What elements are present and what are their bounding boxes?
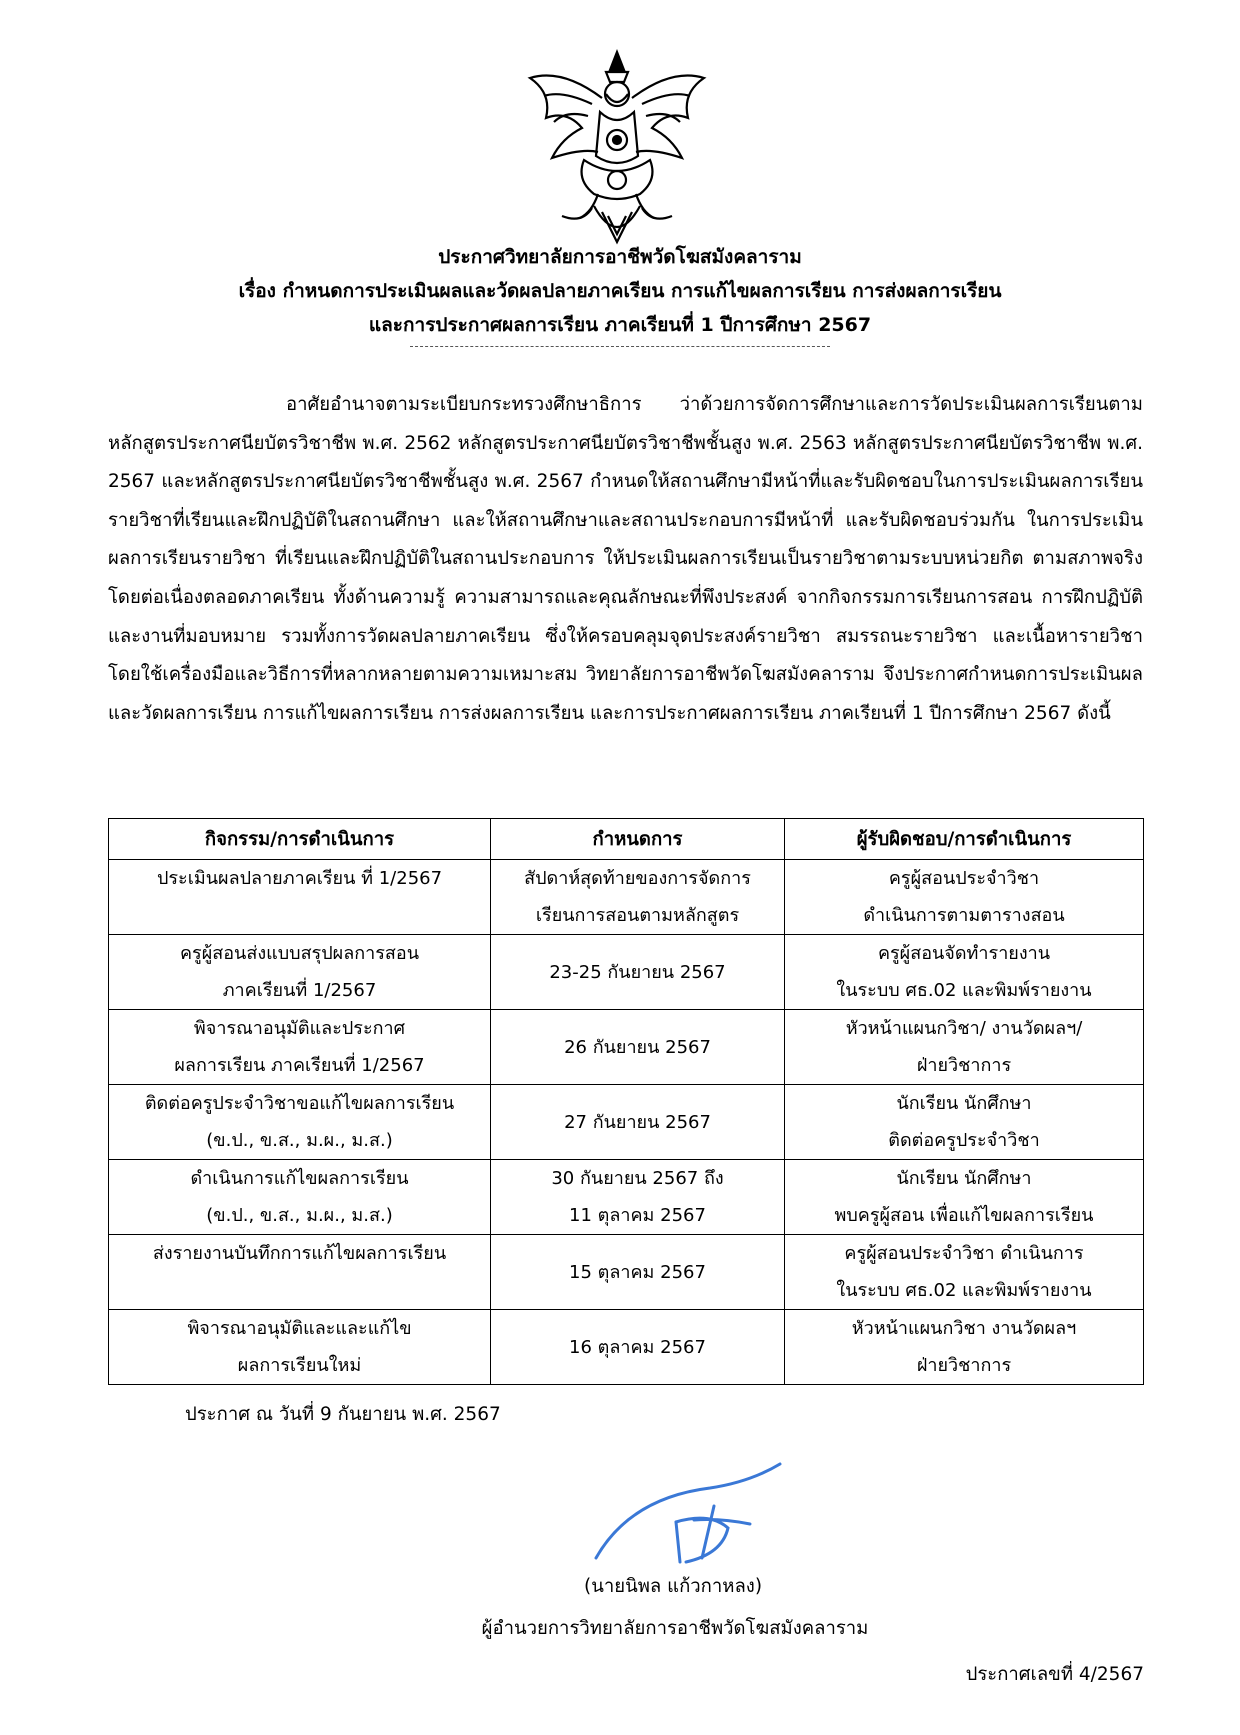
table-row [109,935,1144,1010]
cell-text: ประเมินผลปลายภาคเรียน ที่ 1/2567 [156,868,443,889]
announcement-subject-line-2: และการประกาศผลการเรียน ภาคเรียนที่ 1 ปีการศึกษา 2567 [368,314,872,336]
cell-text: ผลการเรียน ภาคเรียนที่ 1/2567 [174,1055,425,1076]
responsible-cell [785,1010,1144,1085]
cell-text: สัปดาห์สุดท้ายของการจัดการ [524,868,751,889]
signer-name: (นายนิพล แก้วกาหลง) [584,1576,763,1597]
cell-text: ติดต่อครูประจำวิชาขอแก้ไขผลการเรียน [144,1093,455,1114]
cell-text: ฝ่ายวิชาการ [916,1055,1012,1076]
activity-cell [109,1085,491,1160]
column-header-responsible: ผู้รับผิดชอบ/การดำเนินการ [785,819,1144,860]
cell-text: ครูผู้สอนส่งแบบสรุปผลการสอน [179,943,420,964]
cell-text: ครูผู้สอนประจำวิชา ดำเนินการ [844,1243,1084,1264]
schedule-cell [491,860,785,935]
cell-text: 16 ตุลาคม 2567 [569,1336,706,1358]
cell-text: ดำเนินการแก้ไขผลการเรียน [190,1168,409,1189]
responsible-cell [785,1310,1144,1385]
separator-line [410,346,830,347]
table-row [109,1160,1144,1235]
schedule-table [108,818,1144,1385]
schedule-cell [491,1085,785,1160]
cell-text: นักเรียน นักศึกษา [896,1093,1032,1114]
cell-text: เรียนการสอนตามหลักสูตร [535,905,740,926]
schedule-cell [491,1235,785,1310]
cell-text: ผลการเรียนใหม่ [237,1355,362,1376]
body-paragraph: อาศัยอำนาจตามระเบียบกระทรวงศึกษาธิการ ว่าด้วยการจัดการศึกษาและการวัดประเมินผลการเรียนตามหลักสูตรประกาศนียบัตรวิชาชีพ พ.ศ. 2562 หลักสูตรประกาศนียบัตรวิชาชีพชั้นสูง พ.ศ. 2563 หลักสูตรประกาศนียบัตรวิชาชีพ พ.ศ. 2567 และหลักสูตรประกาศนียบัตรวิชาชีพชั้นสูง พ.ศ. 2567 กำหนดให้สถานศึกษามีหน้าที่และรับผิดชอบในการประเมินผลการเรียนรายวิชาที่เรียนและฝึกปฏิบัติในสถานศึกษา และให้สถานศึกษาและสถานประกอบการมีหน้าที่ และรับผิดชอบร่วมกัน ในการประเมินผลการเรียนรายวิชา ที่เรียนและฝึกปฏิบัติในสถานประกอบการ ให้ประเมินผลการเรียนเป็นรายวิชาตามระบบหน่วยกิต ตามสภาพจริงโดยต่อเนื่องตลอดภาคเรียน ทั้งด้านความรู้ ความสามารถและคุณลักษณะที่พึงประสงค์ จากกิจกรรมการเรียนการสอน การฝึกปฏิบัติ และงานที่มอบหมาย รวมทั้งการวัดผลปลายภาคเรียน ซึ่งให้ครอบคลุมจุดประสงค์รายวิชา สมรรถนะรายวิชา และเนื้อหารายวิชา โดยใช้เครื่องมือและวิธีการที่หลากหลายตามความเหมาะสม วิทยาลัยการอาชีพวัดโฆสมังคลาราม จึงประกาศกำหนดการประเมินผลและวัดผลการเรียน การแก้ไขผลการเรียน การส่งผลการเรียน และการประกาศผลการเรียน ภาคเรียนที่ 1 ปีการศึกษา 2567 ดังนี้ [108,394,1143,724]
cell-text: ครูผู้สอนจัดทำรายงาน [877,943,1051,964]
cell-text: ในระบบ ศธ.02 และพิมพ์รายงาน [836,980,1092,1001]
garuda-emblem-icon [522,48,712,248]
table-row [109,1235,1144,1310]
cell-text: ติดต่อครูประจำวิชา [888,1130,1040,1151]
announcement-title: ประกาศวิทยาลัยการอาชีพวัดโฆสมังคลาราม [438,246,802,268]
signature-icon [590,1458,790,1568]
table-row [109,1010,1144,1085]
activity-cell [109,1235,491,1310]
schedule-cell [491,1010,785,1085]
signer-title: ผู้อำนวยการวิทยาลัยการอาชีพวัดโฆสมังคลาราม [481,1618,869,1639]
cell-text: ในระบบ ศธ.02 และพิมพ์รายงาน [836,1280,1092,1301]
cell-text: ส่งรายงานบันทึกการแก้ไขผลการเรียน [152,1243,447,1264]
cell-text: หัวหน้าแผนกวิชา/ งานวัดผลฯ/ [845,1018,1083,1039]
activity-cell [109,1310,491,1385]
responsible-cell [785,935,1144,1010]
cell-text: ดำเนินการตามตารางสอน [863,905,1065,926]
cell-text: นักเรียน นักศึกษา [896,1168,1032,1189]
activity-cell [109,935,491,1010]
cell-text: หัวหน้าแผนกวิชา งานวัดผลฯ [851,1318,1077,1339]
responsible-cell [785,1085,1144,1160]
cell-text: 15 ตุลาคม 2567 [569,1261,706,1283]
announcement-number: ประกาศเลขที่ 4/2567 [965,1664,1144,1685]
table-row [109,1085,1144,1160]
responsible-cell [785,1160,1144,1235]
table-header-row [109,819,1144,860]
cell-text: ภาคเรียนที่ 1/2567 [222,980,377,1001]
cell-text: (ข.ป., ข.ส., ม.ผ., ม.ส.) [206,1205,393,1226]
table-row [109,860,1144,935]
responsible-cell [785,1235,1144,1310]
announcement-date: ประกาศ ณ วันที่ 9 กันยายน พ.ศ. 2567 [185,1404,501,1425]
activity-cell [109,860,491,935]
schedule-cell [491,935,785,1010]
activity-cell [109,1010,491,1085]
cell-text: พิจารณาอนุมัติและประกาศ [193,1018,406,1039]
cell-text: 23-25 กันยายน 2567 [549,961,726,983]
announcement-subject-line-1: เรื่อง กำหนดการประเมินผลและวัดผลปลายภาคเรียน การแก้ไขผลการเรียน การส่งผลการเรียน [238,280,1002,302]
cell-text: 26 กันยายน 2567 [564,1036,711,1058]
cell-text: (ข.ป., ข.ส., ม.ผ., ม.ส.) [206,1130,393,1151]
cell-text: ครูผู้สอนประจำวิชา [888,868,1040,889]
schedule-cell [491,1310,785,1385]
column-header-activity: กิจกรรม/การดำเนินการ [109,819,491,860]
column-header-schedule: กำหนดการ [491,819,785,860]
schedule-cell [491,1160,785,1235]
responsible-cell [785,860,1144,935]
cell-text: พบครูผู้สอน เพื่อแก้ไขผลการเรียน [834,1205,1094,1226]
table-row [109,1310,1144,1385]
cell-text: 27 กันยายน 2567 [564,1111,711,1133]
cell-text: ฝ่ายวิชาการ [916,1355,1012,1376]
cell-text: 11 ตุลาคม 2567 [569,1205,706,1226]
cell-text: พิจารณาอนุมัติและและแก้ไข [187,1318,412,1339]
activity-cell [109,1160,491,1235]
cell-text: 30 กันยายน 2567 ถึง [551,1168,724,1189]
